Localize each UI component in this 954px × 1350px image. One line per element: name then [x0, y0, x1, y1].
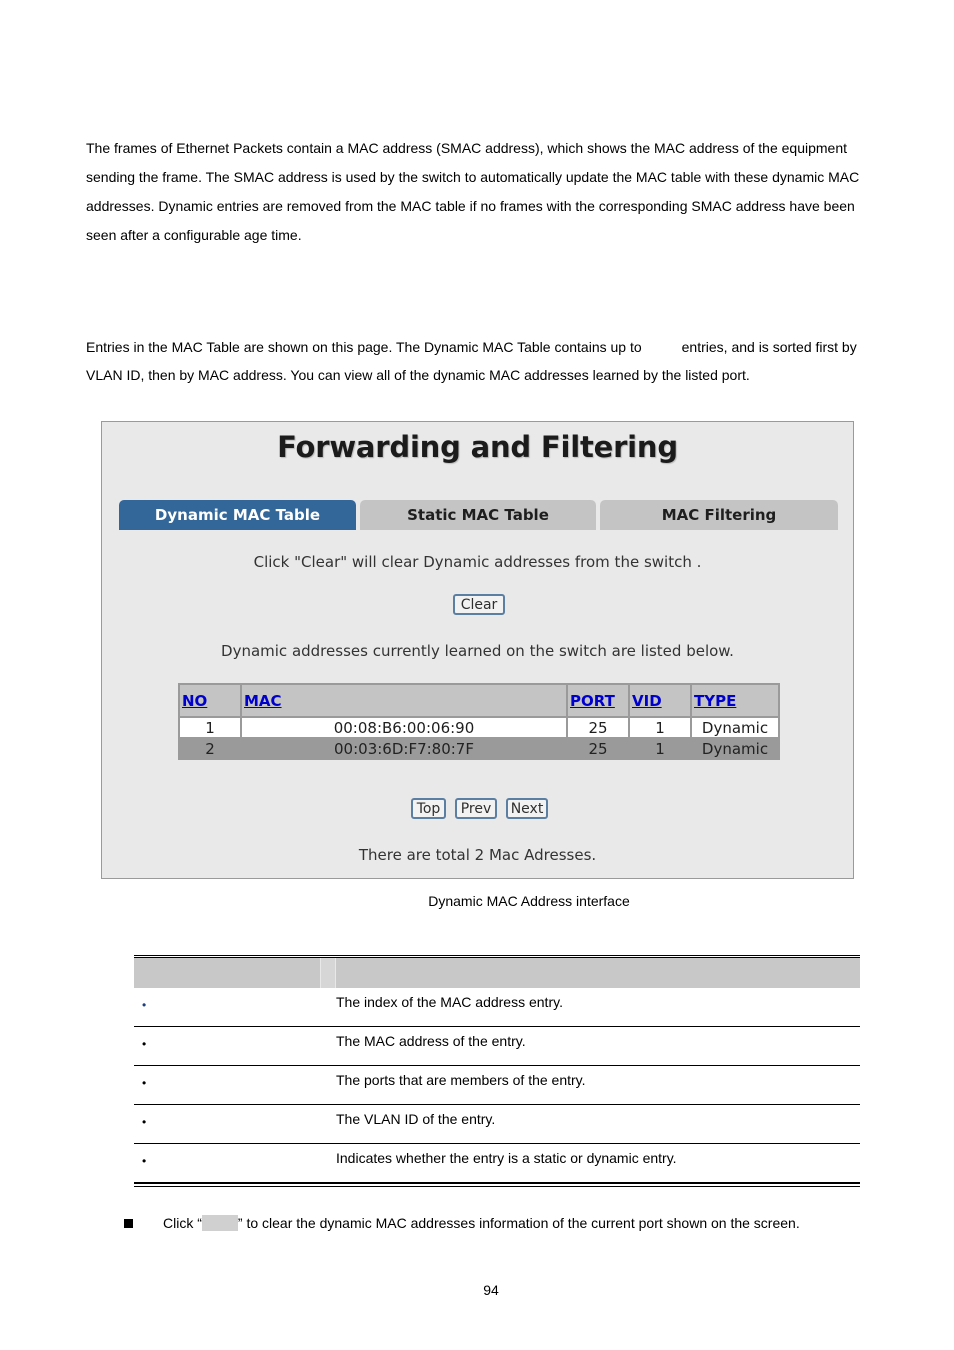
parameter-table — [134, 955, 860, 1187]
note-text — [163, 1215, 800, 1231]
table-row — [134, 1105, 860, 1144]
cell-no: 2 — [179, 738, 241, 759]
header-no[interactable] — [179, 684, 241, 717]
figure-caption — [0, 893, 954, 909]
table-row — [179, 717, 779, 738]
note-after: ” to clear the dynamic MAC addresses information of the current port shown on the screen. — [237, 1215, 800, 1231]
bullet-icon: • — [142, 1154, 147, 1168]
clear-placeholder — [202, 1215, 238, 1231]
forwarding-filtering-screenshot — [101, 421, 854, 879]
table-row — [134, 988, 860, 1027]
table-row — [134, 1066, 860, 1105]
cell-mac: 00:08:B6:00:06:90 — [241, 717, 567, 738]
next-button[interactable]: Next — [506, 798, 548, 819]
square-bullet-icon — [124, 1219, 133, 1228]
bullet-icon: • — [142, 1115, 147, 1129]
intro-paragraph: The frames of Ethernet Packets contain a MAC address (SMAC address), which shows the MAC address of the equipment sending the frame. The SMAC address is used by the switch to automatically update the MAC table with these dynamic MAC addresses. Dynamic entries are removed from the MAC table if no frames with the corresponding SMAC address have been seen after a configurable age time. — [86, 140, 860, 243]
prev-button[interactable]: Prev — [455, 798, 497, 819]
bullet-icon: • — [142, 1037, 147, 1051]
parameter-description: The ports that are members of the entry. — [336, 1072, 586, 1088]
cell-vid: 1 — [629, 717, 691, 738]
header-vid[interactable] — [629, 684, 691, 717]
table-bottom-rule — [134, 1183, 860, 1187]
parameter-description: The index of the MAC address entry. — [336, 994, 563, 1010]
cell-type: Dynamic — [691, 717, 779, 738]
entries-paragraph-part2: entries, and is sorted first by VLAN ID, then by MAC address. You can view all of the dynamic MAC addresses learned by the listed port. — [86, 339, 857, 383]
sort-no-link[interactable]: NO — [182, 691, 208, 710]
parameter-table-header — [134, 958, 860, 988]
table-row — [134, 1144, 860, 1183]
sort-vid-link[interactable]: VID — [632, 691, 662, 710]
dynamic-mac-table — [178, 683, 780, 760]
sort-port-link[interactable]: PORT — [570, 691, 615, 710]
bullet-icon: • — [142, 1076, 147, 1090]
sort-type-link[interactable]: TYPE — [694, 691, 737, 710]
header-port[interactable] — [567, 684, 629, 717]
tab-static-mac-table[interactable]: Static MAC Table — [360, 500, 596, 530]
header-type[interactable] — [691, 684, 779, 717]
clear-button[interactable]: Clear — [453, 594, 505, 615]
panel-title: Forwarding and Filtering — [277, 430, 678, 464]
caption-text: Dynamic MAC Address interface — [428, 893, 630, 909]
cell-mac: 00:03:6D:F7:80:7F — [241, 738, 567, 759]
entries-paragraph — [86, 333, 876, 389]
table-row — [179, 738, 779, 759]
tab-mac-filtering[interactable]: MAC Filtering — [600, 500, 838, 530]
entries-paragraph-part1: Entries in the MAC Table are shown on this page. The Dynamic MAC Table contains up to — [86, 339, 642, 355]
tab-dynamic-mac-table[interactable]: Dynamic MAC Table — [119, 500, 356, 530]
note-before: Click “ — [163, 1215, 202, 1231]
listed-text: Dynamic addresses currently learned on the switch are listed below. — [221, 642, 734, 660]
cell-type: Dynamic — [691, 738, 779, 759]
cell-port: 25 — [567, 738, 629, 759]
parameter-description: The VLAN ID of the entry. — [336, 1111, 496, 1127]
page-number: 94 — [483, 1282, 499, 1298]
table-row — [134, 1027, 860, 1066]
parameter-description: The MAC address of the entry. — [336, 1033, 526, 1049]
header-mac[interactable] — [241, 684, 567, 717]
header-separator — [320, 958, 336, 988]
cell-port: 25 — [567, 717, 629, 738]
top-button[interactable]: Top — [411, 798, 446, 819]
total-text: There are total 2 Mac Adresses. — [358, 846, 597, 864]
parameter-description: Indicates whether the entry is a static or dynamic entry. — [336, 1150, 677, 1166]
cell-vid: 1 — [629, 738, 691, 759]
sort-mac-link[interactable]: MAC — [244, 691, 282, 710]
clear-hint-text: Click "Clear" will clear Dynamic addresses from the switch . — [253, 553, 702, 571]
bullet-icon: • — [142, 998, 147, 1012]
cell-no: 1 — [179, 717, 241, 738]
